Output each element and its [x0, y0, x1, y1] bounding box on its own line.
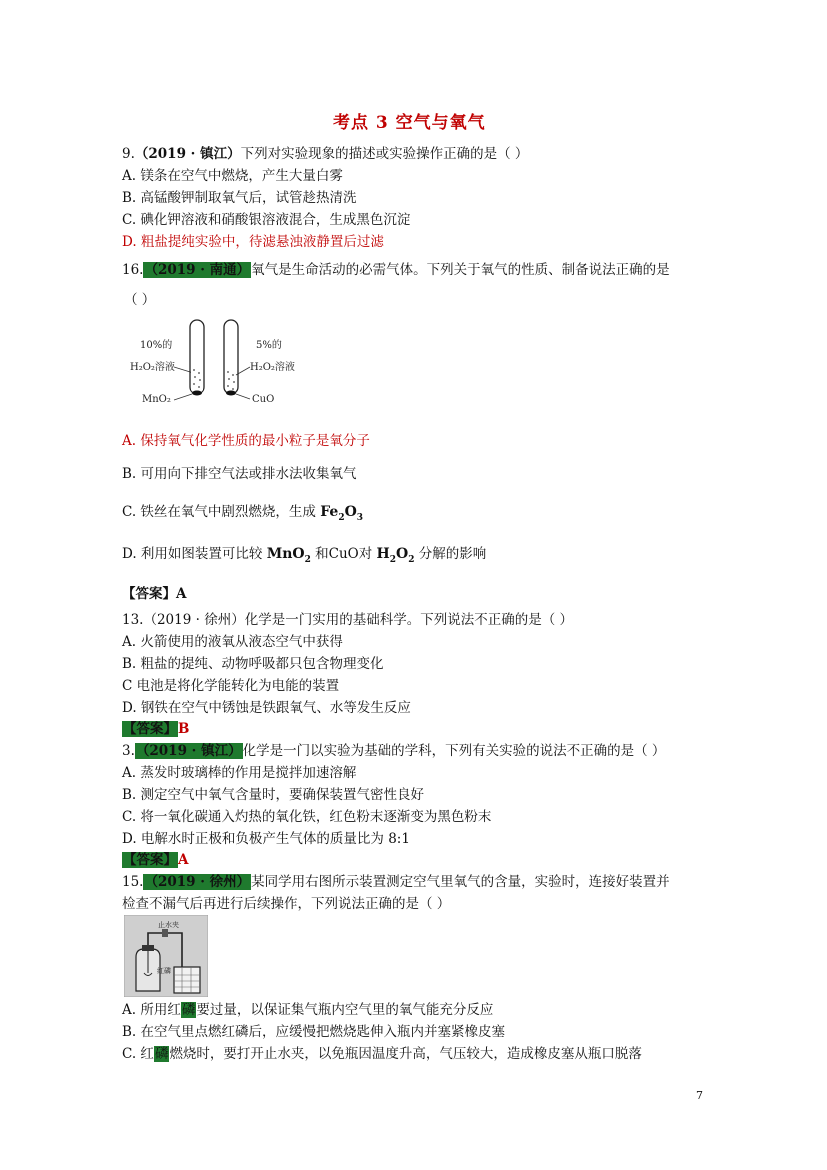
- option-d: D. 电解水时正极和负极产生气体的质量比为 8:1: [122, 831, 410, 847]
- page-number: 7: [696, 1089, 703, 1102]
- option-d: D. 钢铁在空气中锈蚀是铁跟氧气、水等发生反应: [122, 700, 411, 716]
- question-9-stem: [122, 145, 528, 163]
- left-label-2: H₂O₂溶液: [130, 362, 175, 373]
- water-clamp: [162, 929, 168, 937]
- option-a-correct: A. 保持氧气化学性质的最小粒子是氧分子: [122, 433, 370, 449]
- option-c: C. 红磷燃烧时，要打开止水夹，以免瓶因温度升高，气压较大，造成橡皮塞从瓶口脱落: [122, 1046, 642, 1062]
- left-bottom-label: MnO₂: [142, 394, 171, 405]
- question-source: （2019 · 镇江）: [134, 146, 241, 162]
- beaker: [174, 967, 200, 993]
- option-b: B. 测定空气中氧气含量时，要确保装置气密性良好: [122, 787, 425, 803]
- test-tubes-figure: [128, 318, 318, 410]
- answer-value: B: [178, 721, 190, 737]
- right-label-2: H₂O₂溶液: [250, 362, 295, 373]
- answer-label: 【答案】: [123, 852, 177, 868]
- highlighted-char: 磷: [181, 1002, 196, 1018]
- formula-mno2: MnO$_2$: [266, 546, 311, 565]
- option-a: A. 蒸发时玻璃棒的作用是搅拌加速溶解: [122, 765, 357, 781]
- question-number: 9.: [122, 146, 135, 162]
- right-label-1: 5%的: [256, 340, 282, 351]
- question-source-highlighted: （2019 · 镇江）: [135, 743, 242, 759]
- option-a: A. 所用红磷要过量，以保证集气瓶内空气里的氧气能充分反应: [122, 1002, 494, 1018]
- formula-fe2o3: $Fe_2O_3$: [320, 504, 364, 523]
- left-label-1: 10%的: [140, 340, 173, 351]
- formula-h2o2: $H_2O_2$: [376, 546, 415, 565]
- apparatus-figure: [124, 915, 208, 997]
- question-15-stem-line-2: 检查不漏气后再进行后续操作，下列说法正确的是（ ）: [122, 896, 451, 912]
- question-3-stem: [122, 742, 665, 760]
- highlighted-char: 磷: [154, 1046, 169, 1062]
- option-d: D. 利用如图装置可比较 MnO$_2$ 和CuO对 $H_2O_2$ 分解的影响: [122, 546, 487, 565]
- right-bottom-label: CuO: [252, 394, 275, 405]
- question-15-stem: [122, 873, 670, 891]
- option-b: B. 高锰酸钾制取氧气后，试管趁热清洗: [122, 190, 357, 206]
- option-c: C 电池是将化学能转化为电能的装置: [122, 678, 340, 694]
- option-a: A. 火箭使用的液氧从液态空气中获得: [122, 634, 343, 650]
- clamp-label: 止水夹: [158, 921, 179, 929]
- option-c-text: C. 铁丝在氧气中剧烈燃烧，生成: [122, 504, 321, 520]
- option-d-text: D. 利用如图装置可比较: [122, 546, 267, 562]
- answer-value: A: [178, 852, 189, 868]
- option-b: B. 在空气里点燃红磷后，应缓慢把燃烧匙伸入瓶内并塞紧橡皮塞: [122, 1024, 506, 1040]
- answer-label: 【答案】A: [122, 586, 187, 602]
- option-c: C. 碘化钾溶液和硝酸银溶液混合，生成黑色沉淀: [122, 212, 411, 228]
- answer-line: [122, 720, 189, 738]
- question-text: 化学是一门以实验为基础的学科，下列有关实验的说法不正确的是（ ）: [242, 743, 666, 759]
- option-c: [122, 503, 363, 527]
- question-text: 下列对实验现象的描述或实验操作正确的是（ ）: [240, 146, 529, 162]
- right-test-tube: [224, 320, 238, 394]
- answer-line: [122, 851, 188, 869]
- question-16-stem: [122, 261, 670, 279]
- phosphorus-label: 红磷: [157, 967, 171, 975]
- option-b: B. 粗盐的提纯、动物呼吸都只包含物理变化: [122, 656, 384, 672]
- option-c: C. 将一氧化碳通入灼热的氧化铁，红色粉末逐渐变为黑色粉末: [122, 809, 492, 825]
- option-d-correct: D. 粗盐提纯实验中，待滤悬浊液静置后过滤: [122, 234, 384, 250]
- option-b: B. 可用向下排空气法或排水法收集氧气: [122, 466, 357, 482]
- question-text: 氧气是生命活动的必需气体。下列关于氧气的性质、制备说法正确的是: [251, 262, 670, 278]
- answer-parenthesis: （ ）: [124, 292, 156, 308]
- question-text: 某同学用右图所示装置测定空气里氧气的含量，实验时，连接好装置并: [251, 874, 670, 890]
- question-number: 3.: [122, 743, 135, 759]
- option-a: A. 镁条在空气中燃烧，产生大量白雾: [122, 168, 343, 184]
- question-number: 15.: [122, 874, 144, 890]
- question-source-highlighted: （2019 · 徐州）: [144, 874, 251, 890]
- question-number: 16.: [122, 262, 144, 278]
- question-source-highlighted: （2019 · 南通）: [144, 262, 251, 278]
- question-13-stem: 13.（2019 · 徐州）化学是一门实用的基础科学。下列说法不正确的是（ ）: [122, 612, 573, 628]
- answer-label: 【答案】: [123, 721, 177, 737]
- section-title: 考点 3 空气与氧气: [333, 113, 486, 133]
